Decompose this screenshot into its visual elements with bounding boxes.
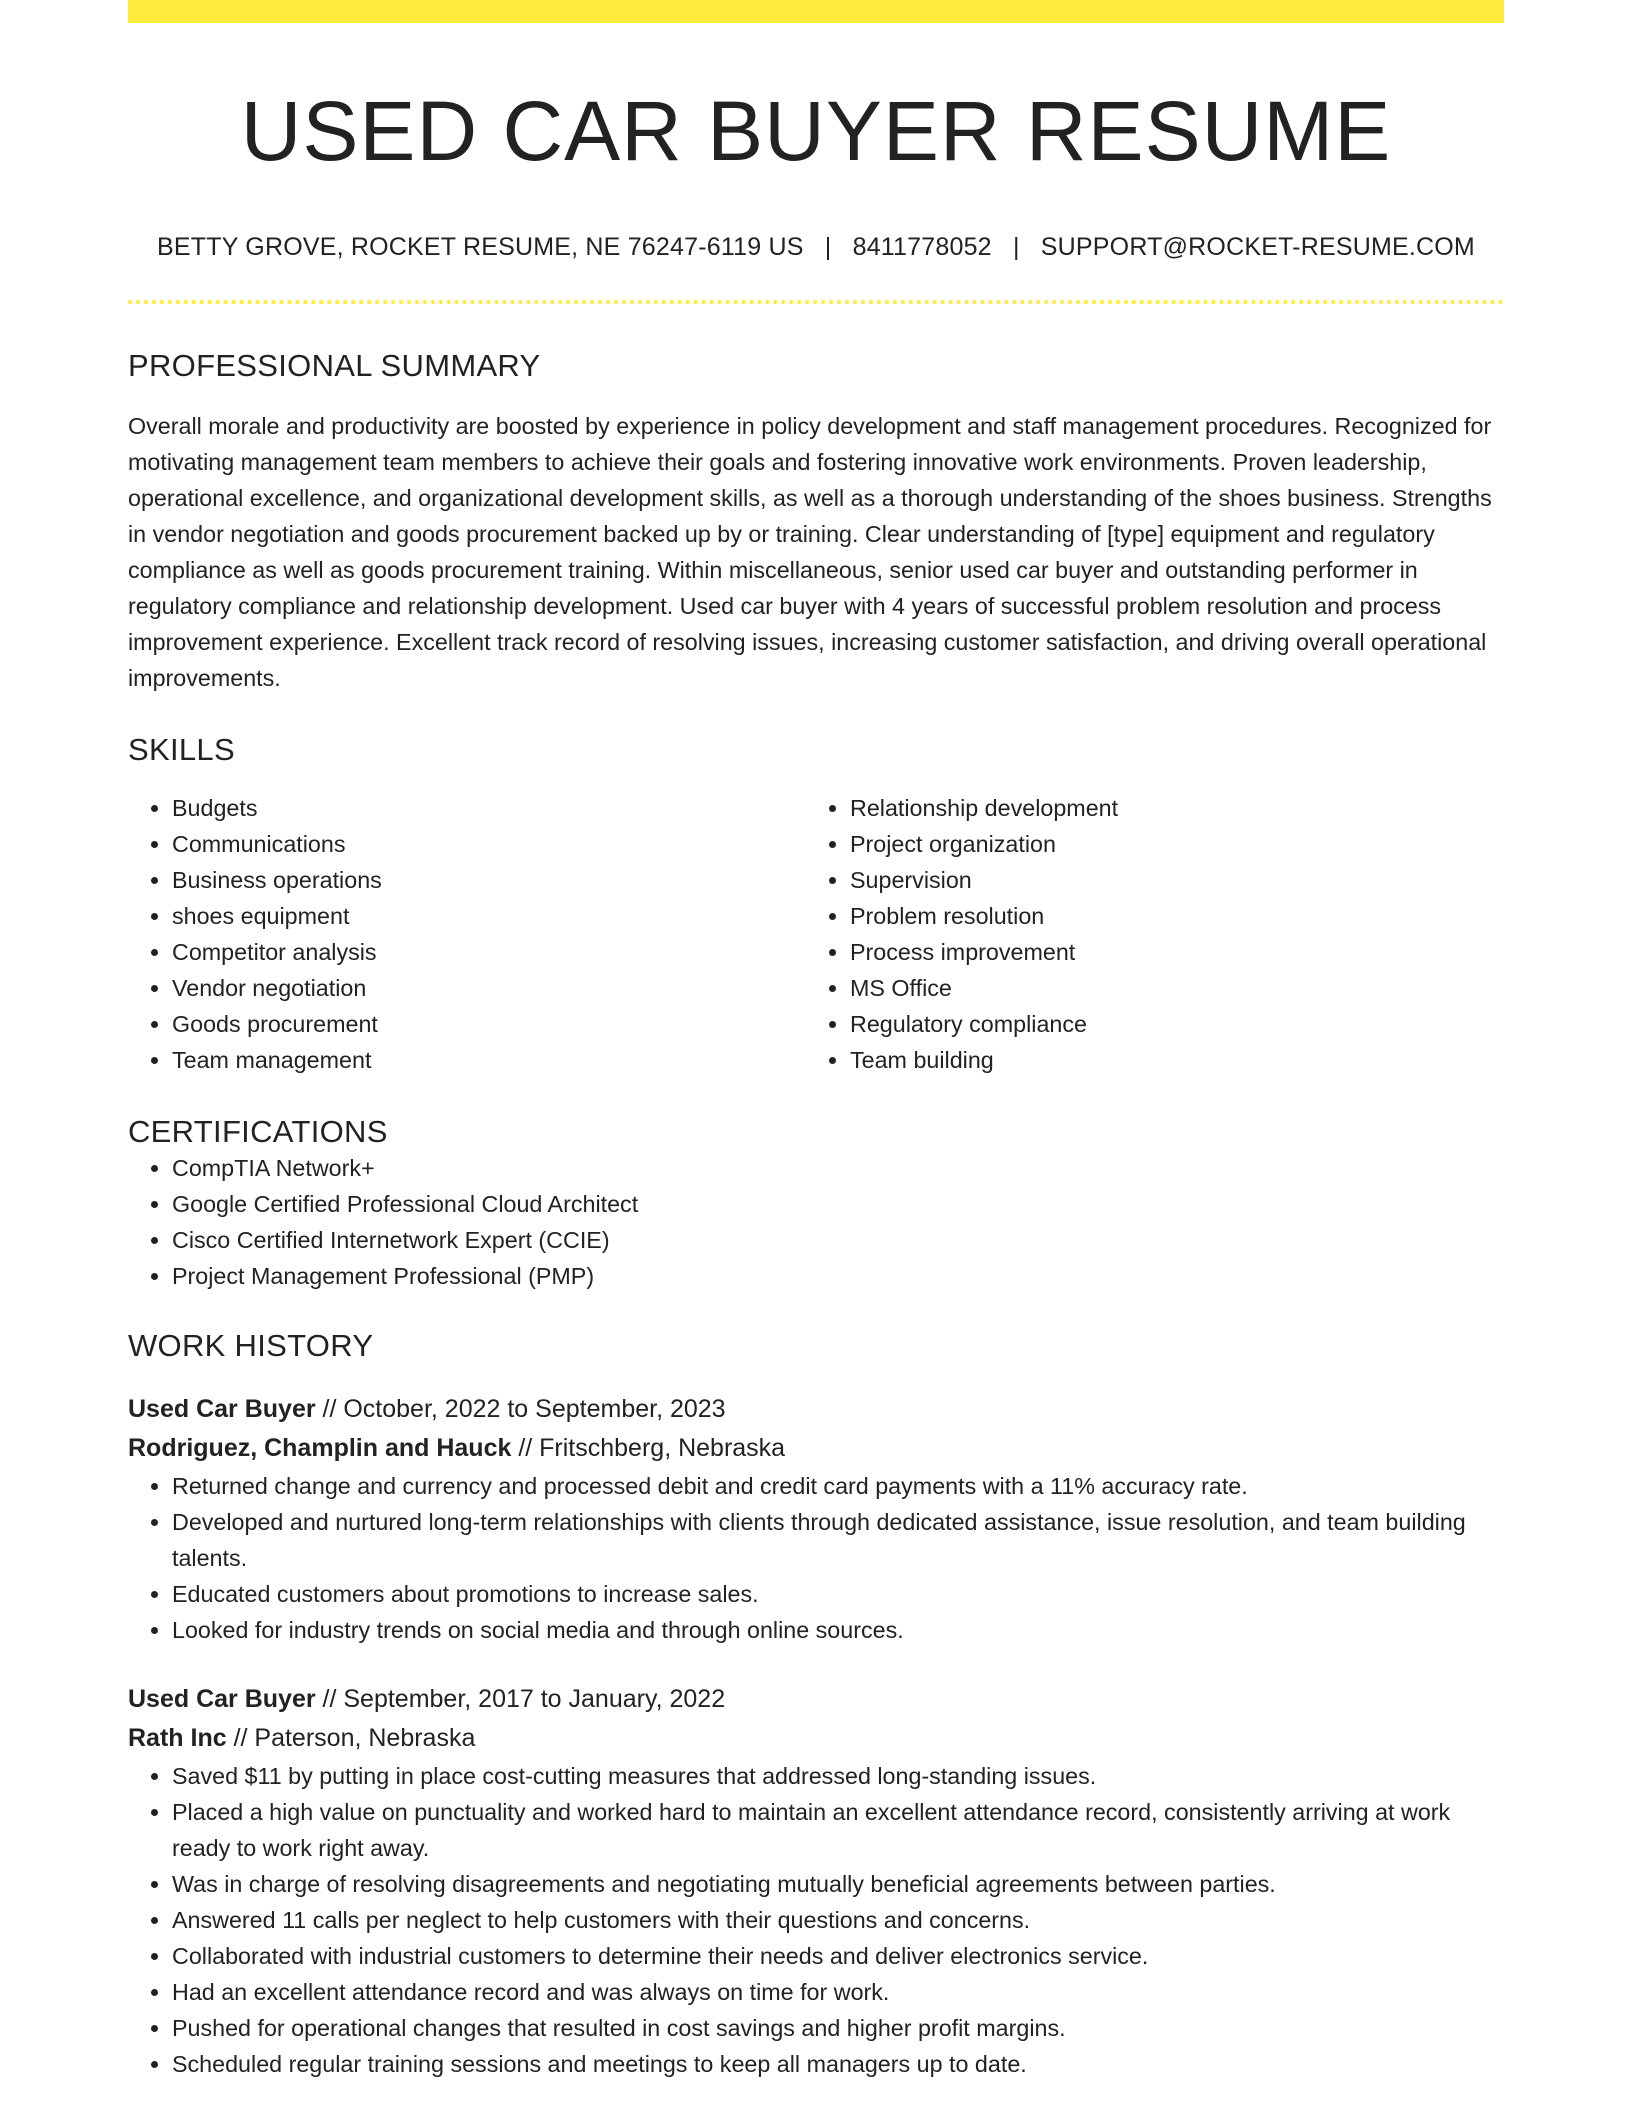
job-entry [128, 1680, 1504, 2082]
job-dates: // September, 2017 to January, 2022 [315, 1685, 726, 1714]
job-duty: • Returned change and currency and processed debit and credit card payments with a 11% accuracy rate. [172, 1468, 1504, 1504]
certifications-list [128, 1150, 1504, 1294]
job-company: Rath Inc [128, 1724, 227, 1753]
job-duty: • Saved $11 by putting in place cost-cutting measures that addressed long-standing issues. [172, 1758, 1504, 1794]
job-title-line [128, 1390, 1504, 1429]
job-title: Used Car Buyer [128, 1685, 316, 1714]
job-duties-list [128, 1468, 1504, 1648]
resume-title: USED CAR BUYER RESUME [240, 84, 1392, 178]
certification-item: • Google Certified Professional Cloud Architect [172, 1186, 1504, 1222]
job-duty: • Collaborated with industrial customers to determine their needs and deliver electronics service. [172, 1938, 1504, 1974]
job-company-line [128, 1429, 1504, 1468]
certifications-heading: CERTIFICATIONS [128, 1114, 388, 1150]
skills-grid [128, 790, 1504, 1078]
job-company: Rodriguez, Champlin and Hauck [128, 1434, 512, 1463]
contact-line [128, 233, 1504, 262]
skill-item: • Regulatory compliance [850, 1006, 1484, 1042]
skill-item: • Business operations [172, 862, 806, 898]
job-location: // Paterson, Nebraska [226, 1724, 476, 1753]
job-duty: • Looked for industry trends on social media and through online sources. [172, 1612, 1504, 1648]
skill-item: • Communications [172, 826, 806, 862]
skill-item: • Supervision [850, 862, 1484, 898]
skill-item: • Budgets [172, 790, 806, 826]
certification-item: • CompTIA Network+ [172, 1150, 1504, 1186]
job-company-line [128, 1719, 1504, 1758]
dotted-divider [128, 300, 1504, 304]
certification-item: • Project Management Professional (PMP) [172, 1258, 1504, 1294]
job-duty: • Answered 11 calls per neglect to help customers with their questions and concerns. [172, 1902, 1504, 1938]
job-entry [128, 1390, 1504, 1648]
job-title: Used Car Buyer [128, 1395, 316, 1424]
certification-item: • Cisco Certified Internetwork Expert (CCIE) [172, 1222, 1504, 1258]
skill-item: • MS Office [850, 970, 1484, 1006]
skill-item: • Team management [172, 1042, 806, 1078]
contact-email: SUPPORT@ROCKET-RESUME.COM [1040, 233, 1475, 262]
skill-item: • Vendor negotiation [172, 970, 806, 1006]
skill-item: • Problem resolution [850, 898, 1484, 934]
skills-heading: SKILLS [128, 732, 235, 768]
skill-item: • Competitor analysis [172, 934, 806, 970]
job-duty: • Placed a high value on punctuality and worked hard to maintain an excellent attendance record, consistently arriving at work ready to work right away. [172, 1794, 1504, 1866]
summary-heading: PROFESSIONAL SUMMARY [128, 348, 541, 384]
job-duty: • Developed and nurtured long-term relationships with clients through dedicated assistance, issue resolution, and team building talents. [172, 1504, 1504, 1576]
skill-item: • shoes equipment [172, 898, 806, 934]
job-duties-list [128, 1758, 1504, 2082]
job-title-line [128, 1680, 1504, 1719]
job-location: // Fritschberg, Nebraska [511, 1434, 786, 1463]
skill-item: • Process improvement [850, 934, 1484, 970]
job-duty: • Educated customers about promotions to increase sales. [172, 1576, 1504, 1612]
skill-item: • Goods procurement [172, 1006, 806, 1042]
skill-item: • Relationship development [850, 790, 1484, 826]
contact-separator: | [824, 233, 832, 262]
resume-page [128, 0, 1504, 2082]
job-duty: • Pushed for operational changes that resulted in cost savings and higher profit margins. [172, 2010, 1504, 2046]
contact-separator: | [1012, 233, 1020, 262]
skill-item: • Project organization [850, 826, 1484, 862]
skills-column-left [128, 790, 806, 1078]
skills-column-right [806, 790, 1484, 1078]
accent-top-bar [128, 0, 1504, 23]
skill-item: • Team building [850, 1042, 1484, 1078]
job-duty: • Scheduled regular training sessions and meetings to keep all managers up to date. [172, 2046, 1504, 2082]
contact-address: BETTY GROVE, ROCKET RESUME, NE 76247-6119 US [157, 233, 804, 262]
job-duty: • Was in charge of resolving disagreements and negotiating mutually beneficial agreements between parties. [172, 1866, 1504, 1902]
work-history-heading: WORK HISTORY [128, 1328, 374, 1364]
job-dates: // October, 2022 to September, 2023 [315, 1395, 726, 1424]
contact-phone: 8411778052 [852, 233, 992, 262]
job-duty: • Had an excellent attendance record and was always on time for work. [172, 1974, 1504, 2010]
summary-text: Overall morale and productivity are boosted by experience in policy development and staff management procedures. Recognized for motivating management team members to achieve their goals and fostering innovative work environments. Proven leadership, operational excellence, and organizational development skills, as well as a thorough understanding of the shoes business. Strengths in vendor negotiation and goods procurement backed up by or training. Clear understanding of [type] equipment and regulatory compliance as well as goods procurement training. Within miscellaneous, senior used car buyer and outstanding performer in regulatory compliance and relationship development. Used car buyer with 4 years of successful problem resolution and process improvement experience. Excellent track record of resolving issues, increasing customer satisfaction, and driving overall operational improvements. [128, 413, 1492, 692]
